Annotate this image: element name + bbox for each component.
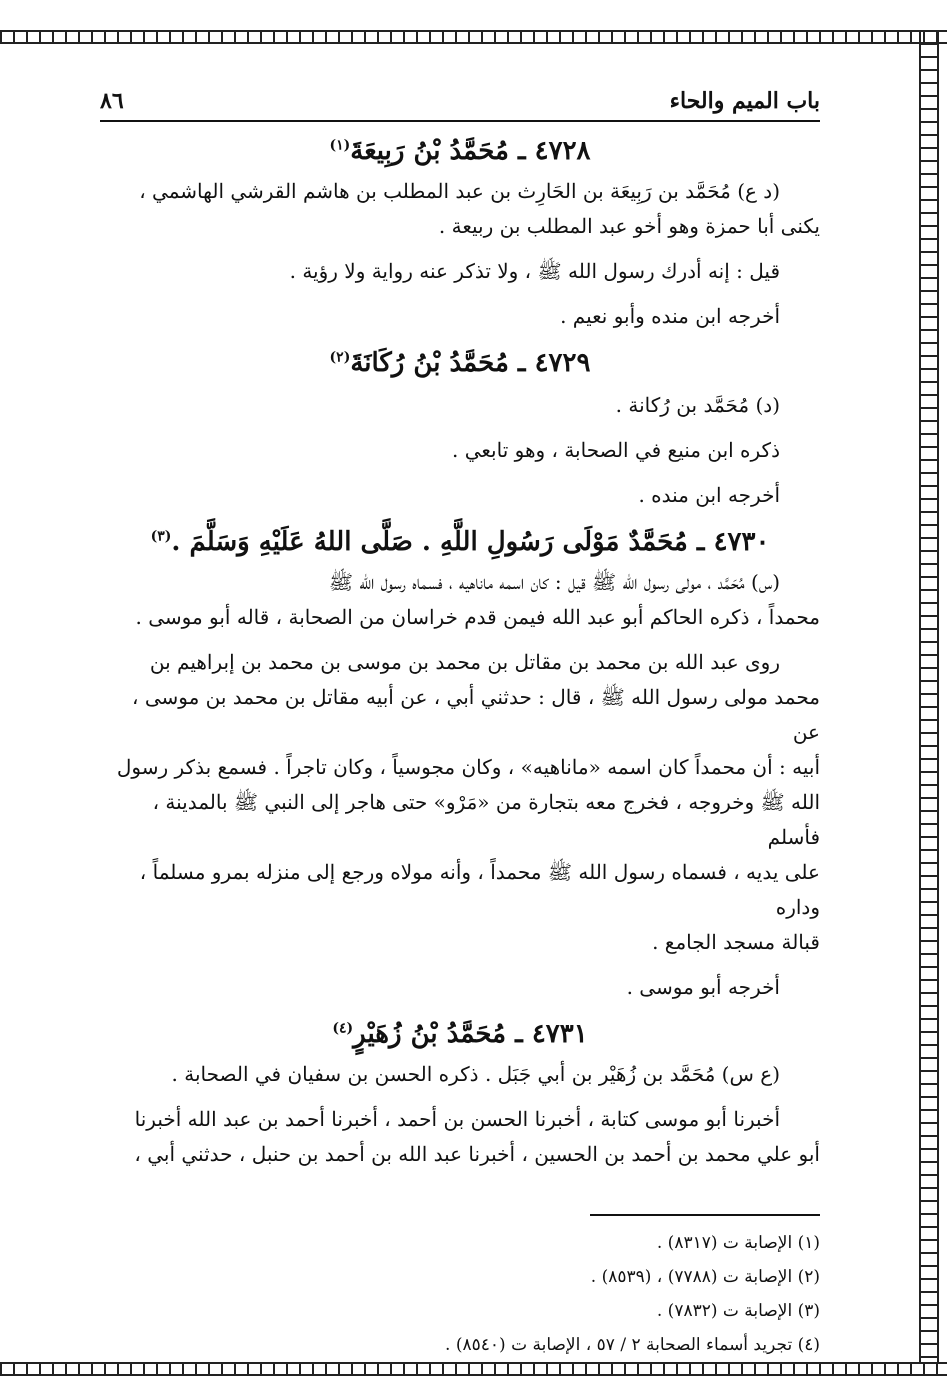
entry-title: ٤٧٢٩ ـ مُحَمَّدُ بْنُ رُكَانَةَ$^{(٢)}$: [329, 348, 591, 378]
paragraph: (س) مُحَمَّد ، مولى رسول الله ﷺ قيل : كان اسمه ماناهيه ، فسماه رسول الله ﷺ: [328, 570, 780, 594]
paragraph: قيل : إنه أدرك رسول الله ﷺ ، ولا تذكر عنه رواية ولا رؤية .: [289, 259, 780, 283]
paragraph: أخرجه ابن منده .: [638, 483, 780, 507]
footnotes: [100, 1226, 820, 1362]
paragraph: أخرجه ابن منده وأبو نعيم .: [560, 304, 780, 328]
footnote-ref: (١): [329, 137, 351, 154]
footnote-ref: (٤): [332, 1020, 354, 1037]
footnote: (٤) تجريد أسماء الصحابة ٢ / ٥٧ ، الإصابة ت (٨٥٤٠) .: [445, 1335, 820, 1355]
entry-title: ٤٧٢٨ ـ مُحَمَّدُ بْنُ رَبِيعَةَ$^{(١)}$: [329, 136, 591, 166]
entry-4728: [100, 136, 820, 334]
paragraph: أخبرنا أبو موسى كتابة ، أخبرنا الحسن بن أحمد ، أخبرنا أحمد بن عبد الله أخبرنا: [134, 1107, 780, 1131]
page-body: [100, 80, 820, 1362]
paragraph: (ع س) مُحَمَّد بن زُهَيْر بن أبي جَبَل . ذكره الحسن بن سفيان في الصحابة .: [171, 1062, 780, 1086]
paragraph: قبالة مسجد الجامع .: [652, 930, 820, 954]
paragraph: محمداً ، ذكره الحاكم أبو عبد الله فيمن قدم خراسان من الصحابة ، قاله أبو موسى .: [135, 605, 820, 629]
entry-4731: [100, 1019, 820, 1172]
running-header: [100, 88, 820, 122]
bottom-ornamental-border: [0, 1362, 947, 1376]
entry-title: ٤٧٣٠ ـ مُحَمَّدٌ مَوْلَى رَسُولِ اللَّهِ . صَلَّى اللهُ عَلَيْهِ وَسَلَّمَ .$^{(٣)}$: [150, 527, 770, 557]
top-ornamental-border: [0, 30, 947, 44]
footnote: (٣) الإصابة ت (٧٨٣٢) .: [656, 1301, 820, 1321]
footnote-divider: [590, 1214, 820, 1216]
paragraph: (د ع) مُحَمَّد بن رَبِيعَة بن الحَارِث بن عبد المطلب بن هاشم القرشي الهاشمي ،: [139, 179, 780, 203]
footnote-ref: (٣): [150, 528, 172, 545]
paragraph: محمد مولى رسول الله ﷺ ، قال : حدثني أبي ، عن أبيه مقاتل بن محمد بن موسى ، عن: [132, 685, 820, 744]
footnote-ref: (٢): [329, 349, 351, 366]
section-title: باب الميم والحاء: [669, 88, 820, 114]
paragraph: أخرجه أبو موسى .: [626, 975, 780, 999]
entry-title: ٤٧٣١ ـ مُحَمَّدُ بْنُ زُهَيْرٍ$^{(٤)}$: [332, 1019, 588, 1049]
paragraph: الله ﷺ وخروجه ، فخرج معه بتجارة من «مَرْو» حتى هاجر إلى النبي ﷺ بالمدينة ، فأسلم: [152, 790, 820, 849]
paragraph: أبو علي محمد بن أحمد بن الحسين ، أخبرنا عبد الله بن أحمد بن حنبل ، حدثني أبي ،: [134, 1142, 820, 1166]
page-number: ٨٦: [100, 88, 124, 114]
paragraph: (د) مُحَمَّد بن رُكانة .: [615, 393, 780, 417]
entry-4729: [100, 348, 820, 513]
right-ornamental-border: [919, 30, 939, 1376]
entry-4730: [100, 527, 820, 1005]
paragraph: ذكره ابن منيع في الصحابة ، وهو تابعي .: [452, 438, 780, 462]
paragraph: روى عبد الله بن محمد بن مقاتل بن محمد بن موسى بن محمد بن إبراهيم بن: [149, 650, 780, 674]
paragraph: على يديه ، فسماه رسول الله ﷺ محمداً ، وأنه مولاه ورجع إلى منزله بمرو مسلماً ، وداره: [139, 860, 820, 919]
footnote: (٢) الإصابة ت (٧٧٨٨) ، (٨٥٣٩) .: [590, 1267, 820, 1287]
paragraph: يكنى أبا حمزة وهو أخو عبد المطلب بن ربيعة .: [438, 214, 820, 238]
footnote: (١) الإصابة ت (٨٣١٧) .: [656, 1233, 820, 1253]
paragraph: أبيه : أن محمداً كان اسمه «ماناهيه» ، وكان مجوسياً ، وكان تاجراً . فسمع بذكر رسول: [116, 755, 820, 779]
